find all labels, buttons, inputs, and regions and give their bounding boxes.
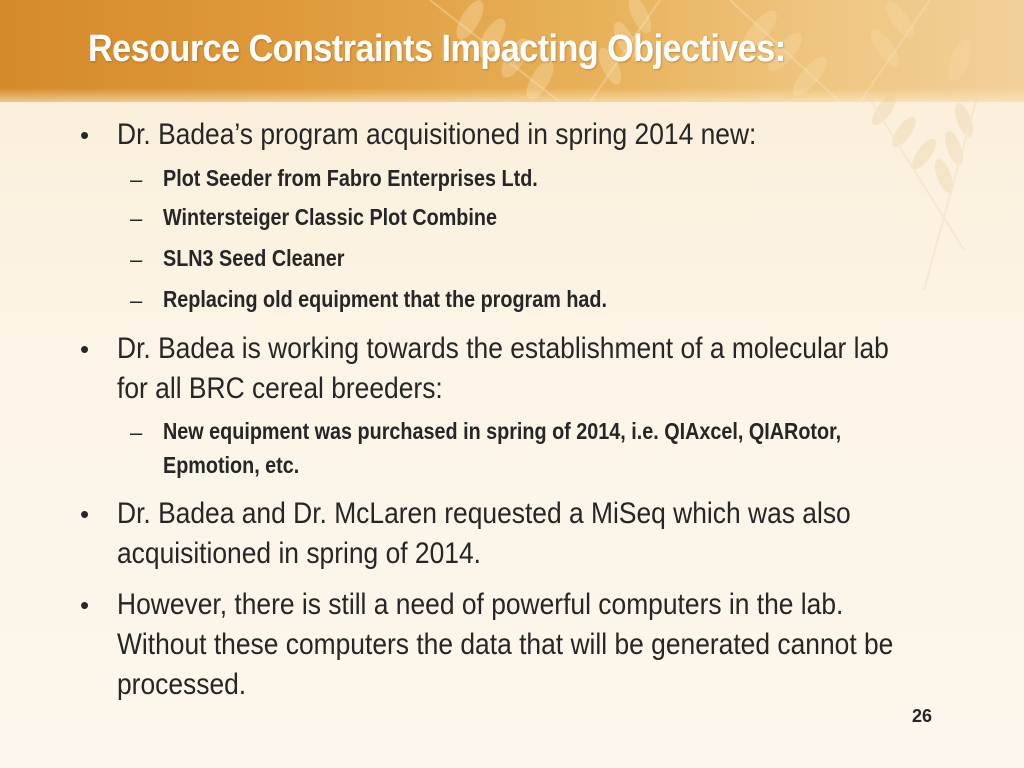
bullet-marker: •: [80, 590, 90, 620]
sub-bullet-text: New equipment was purchased in spring of 2014, i.e. QIAxcel, QIARotor,: [163, 418, 842, 444]
bullet-text: Dr. Badea is working towards the establishment of a molecular lab: [117, 332, 889, 365]
slide-title: Resource Constraints Impacting Objectives:: [88, 28, 786, 70]
bullet-text: processed.: [117, 668, 247, 701]
bullet-text: for all BRC cereal breeders:: [117, 372, 443, 405]
sub-bullet-text: Wintersteiger Classic Plot Combine: [163, 204, 497, 230]
sub-bullet-text: SLN3 Seed Cleaner: [163, 245, 345, 271]
sub-bullet-marker: –: [130, 247, 143, 272]
bullet-text: Dr. Badea and Dr. McLaren requested a MiSeq which was also: [117, 497, 851, 530]
bullet-text: acquisitioned in spring of 2014.: [117, 537, 481, 570]
sub-bullet-text: Replacing old equipment that the program had.: [163, 286, 607, 312]
sub-bullet-marker: –: [130, 206, 143, 231]
sub-bullet-text: Plot Seeder from Fabro Enterprises Ltd.: [163, 165, 538, 191]
sub-bullet-marker: –: [130, 288, 143, 313]
bullet-marker: •: [80, 120, 90, 150]
page-number: 26: [912, 706, 933, 726]
bullet-text: Dr. Badea’s program acquisitioned in spring 2014 new:: [117, 118, 757, 151]
bullet-text: However, there is still a need of powerful computers in the lab.: [117, 588, 844, 621]
sub-bullet-marker: –: [130, 167, 143, 192]
bullet-marker: •: [80, 334, 90, 364]
bullet-marker: •: [80, 499, 90, 529]
sub-bullet-text: Epmotion, etc.: [163, 452, 300, 478]
sub-bullet-marker: –: [130, 420, 143, 445]
bullet-text: Without these computers the data that will be generated cannot be: [117, 628, 894, 661]
